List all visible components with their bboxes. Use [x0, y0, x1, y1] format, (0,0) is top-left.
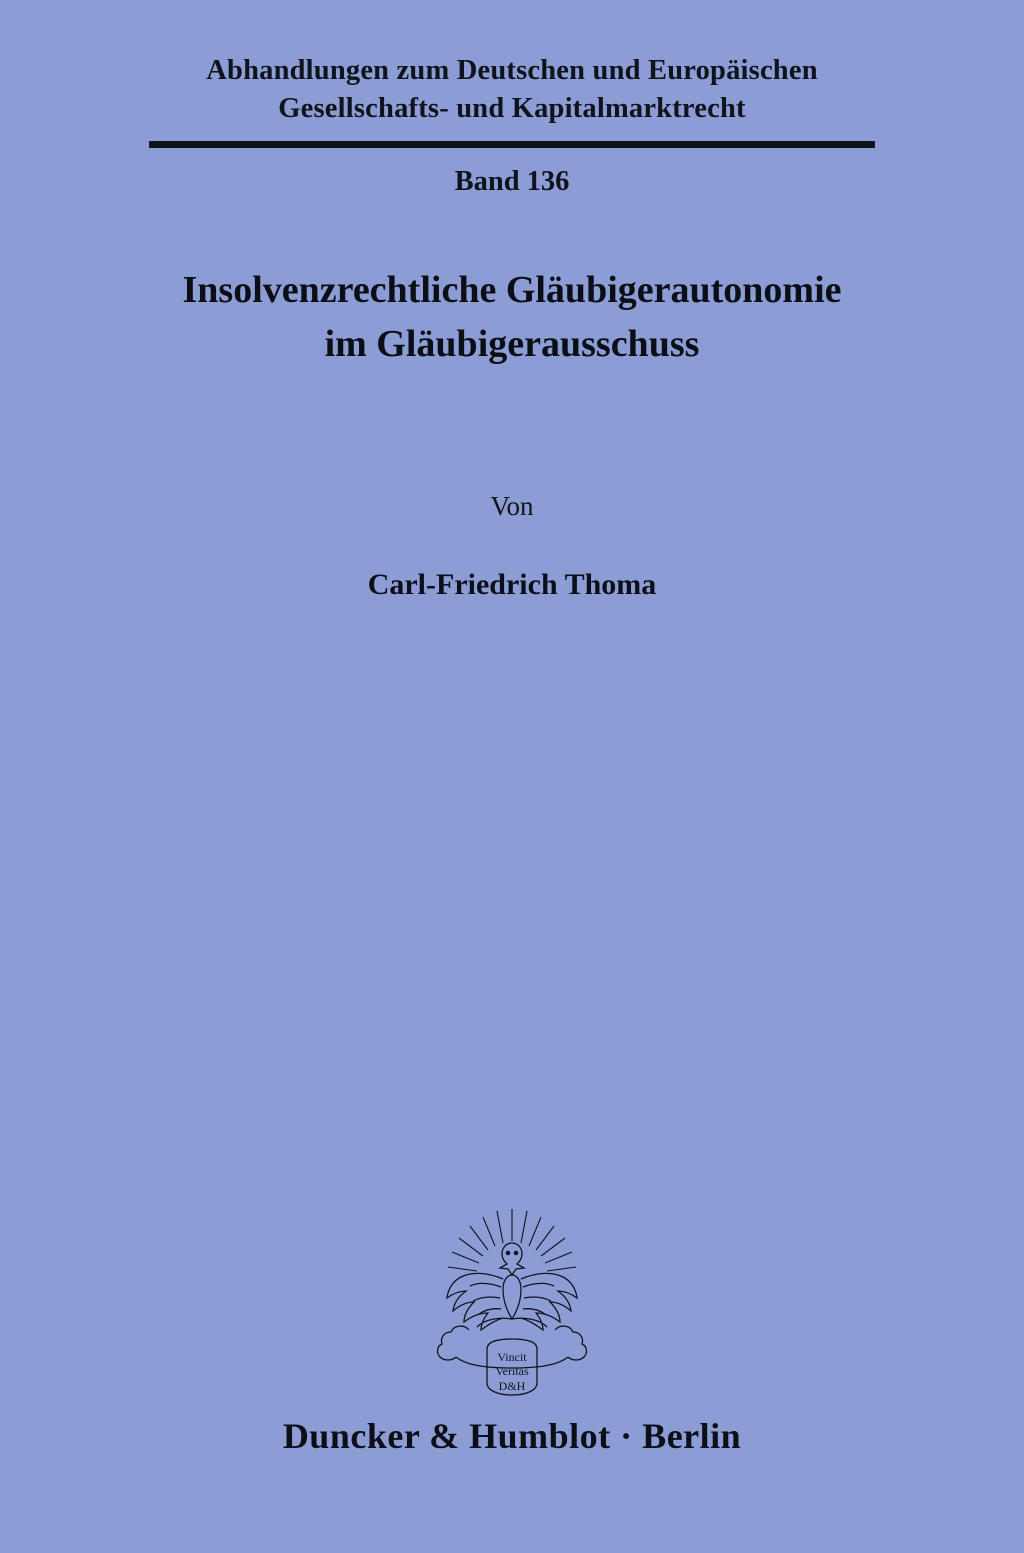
publisher-name: Duncker & Humblot · Berlin	[282, 1416, 742, 1456]
divider-rule	[149, 141, 875, 148]
duncker-humblot-eagle-logo	[417, 1199, 607, 1409]
book-title	[72, 264, 952, 372]
logo-motto-line-1: Vincit	[497, 1350, 527, 1364]
volume-number: Band 136	[454, 165, 570, 197]
publisher-logo-container	[0, 1199, 1024, 1409]
series-title-line-1: Abhandlungen zum Deutschen und Europäischen	[206, 55, 818, 86]
byline-block	[0, 490, 1024, 602]
byline-preposition: Von	[490, 490, 534, 521]
series-title-line-2: Gesellschafts- und Kapitalmarktrecht	[278, 92, 746, 124]
logo-motto-line-3: D&H	[498, 1379, 526, 1393]
series-block	[0, 52, 1024, 198]
logo-motto-line-2: Veritas	[495, 1364, 529, 1378]
book-title-line-2: im Gläubigerausschuss	[324, 322, 700, 365]
book-title-line-1: Insolvenzrechtliche Gläubigerautonomie	[182, 268, 842, 311]
author-name: Carl-Friedrich Thoma	[367, 568, 657, 602]
